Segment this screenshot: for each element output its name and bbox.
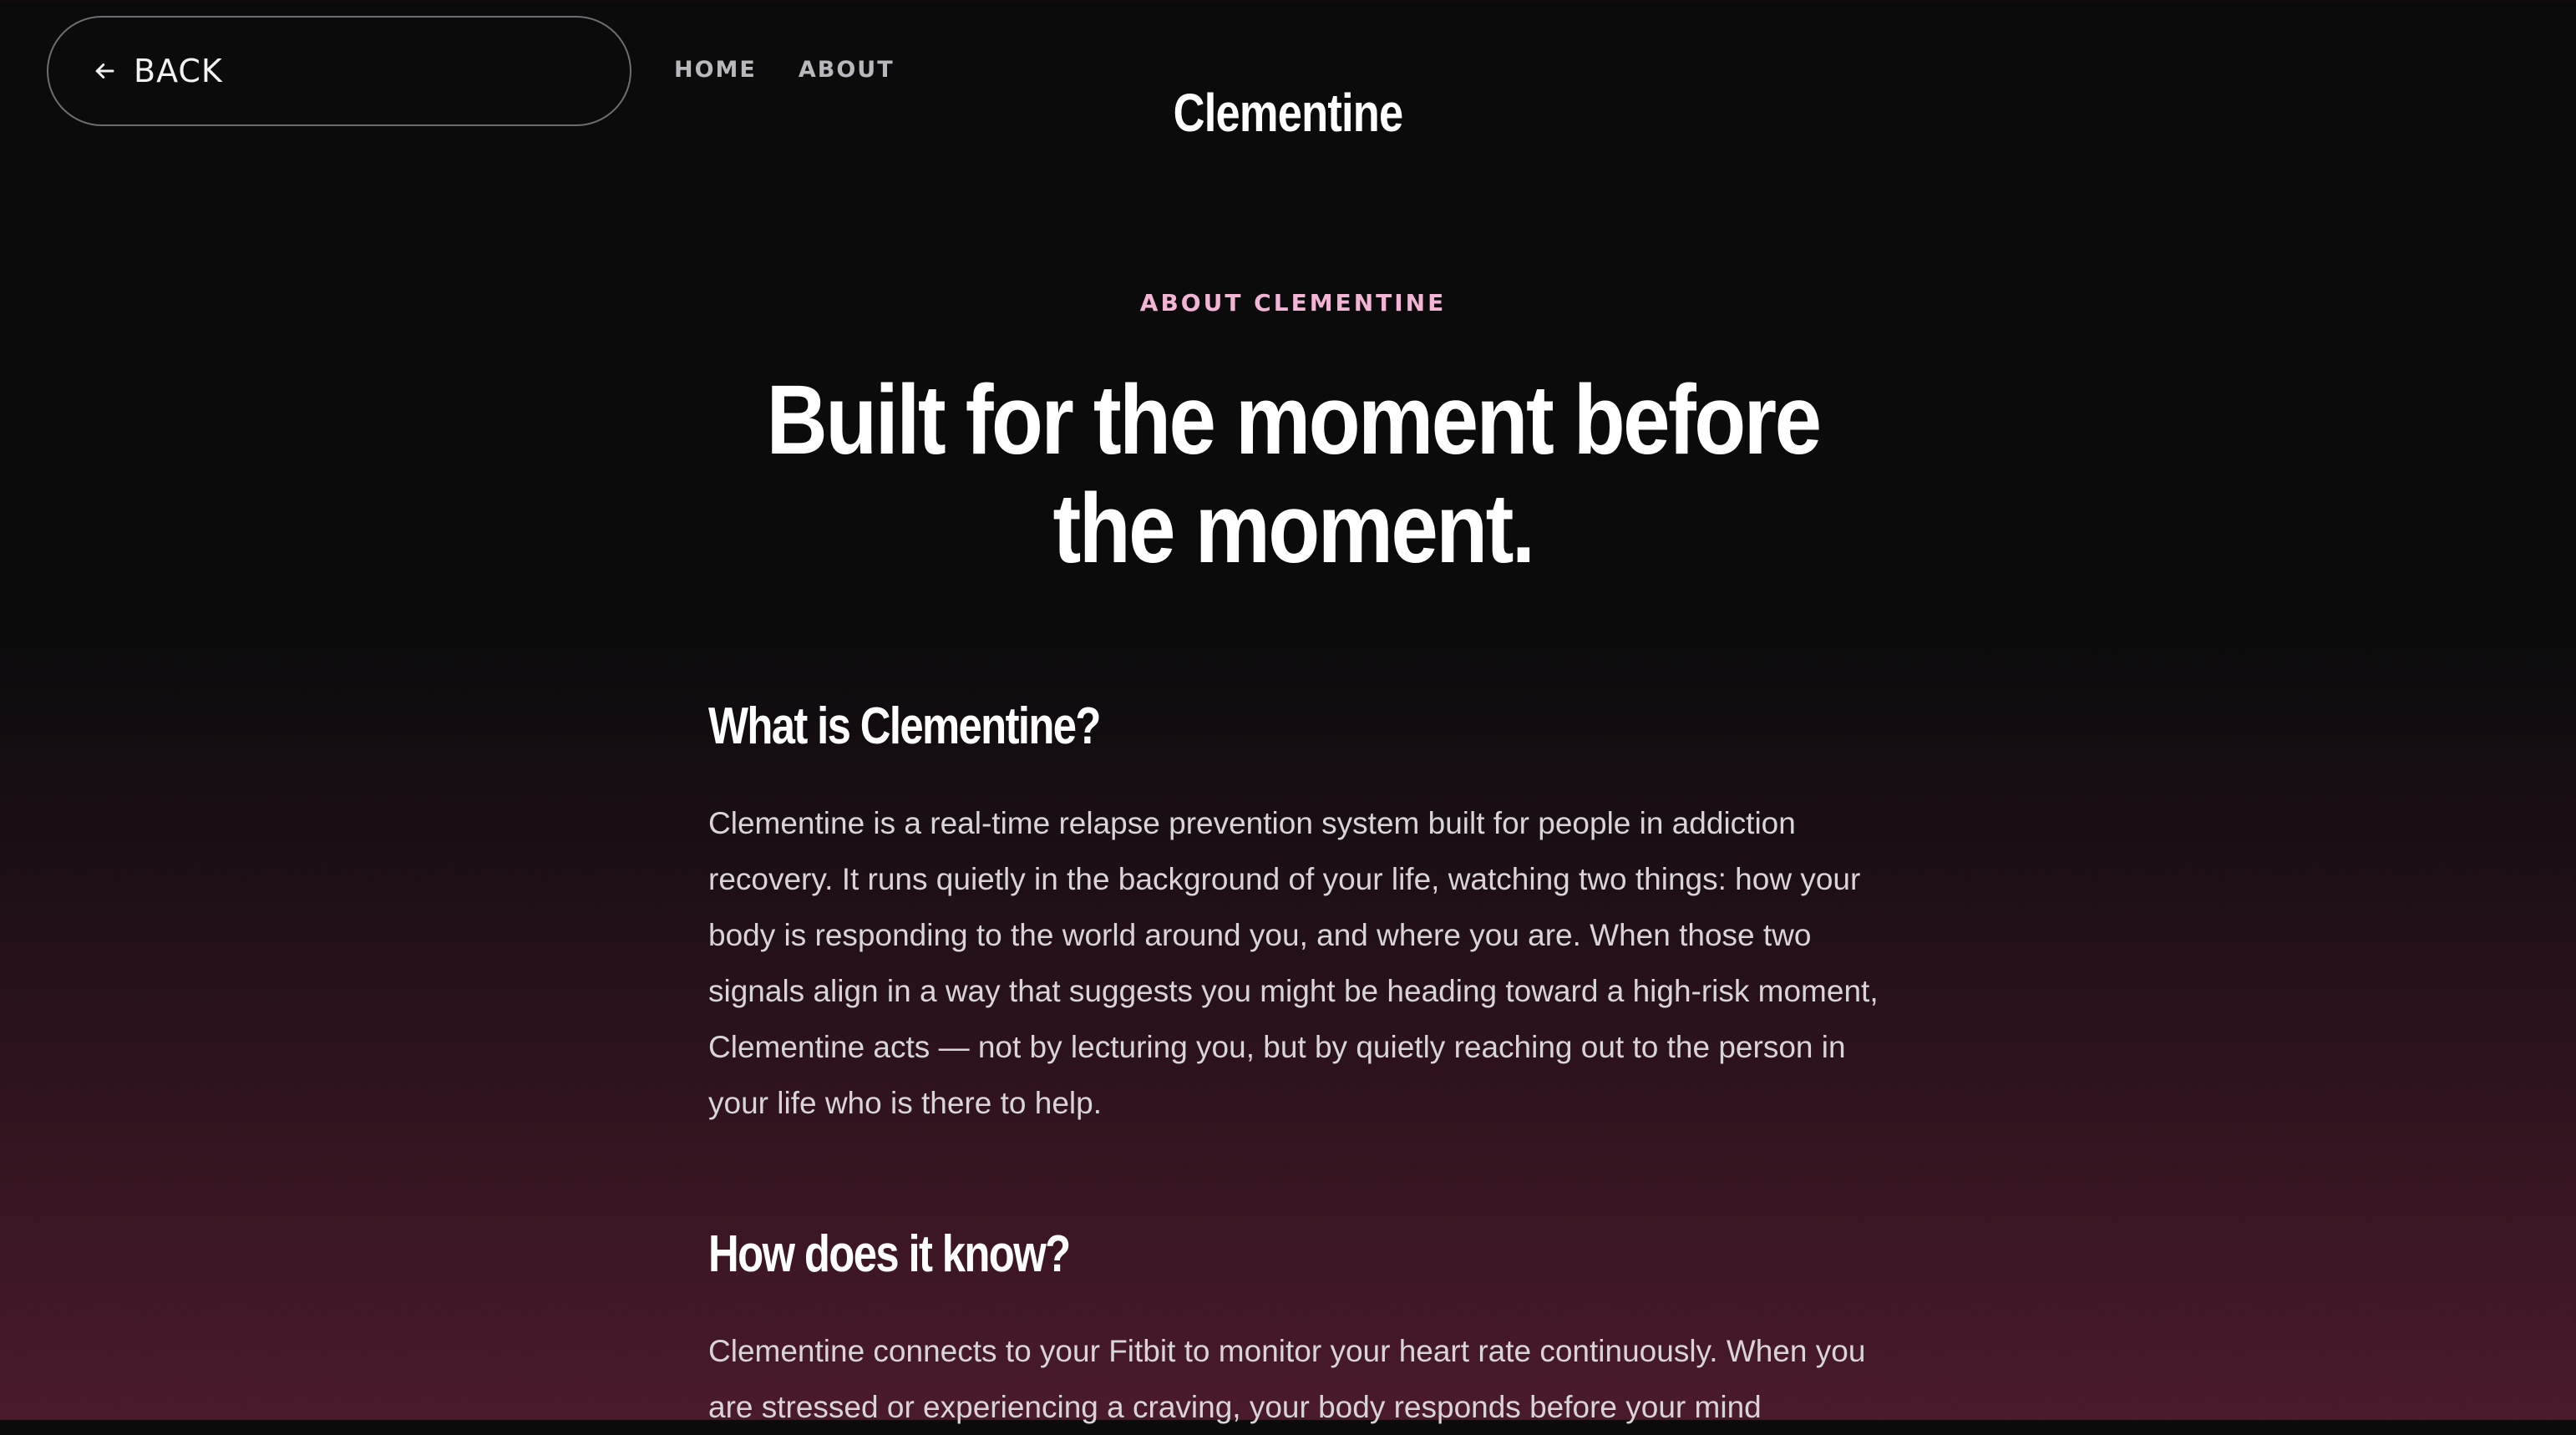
- hero-title: Built for the moment before the moment.: [766, 365, 1820, 584]
- arrow-left-icon: [92, 58, 117, 84]
- nav-home-link[interactable]: HOME: [674, 57, 757, 83]
- section-heading-what: What is Clementine?: [708, 697, 1100, 755]
- section-heading-how: How does it know?: [708, 1225, 1070, 1283]
- top-nav: [674, 57, 895, 83]
- back-button-label: BACK: [134, 53, 223, 89]
- page-eyebrow: ABOUT CLEMENTINE: [1139, 289, 1447, 317]
- section-body-what: Clementine is a real-time relapse prevention system built for people in addiction recovery. It runs quietly in the background of your life, watching two things: how your body is responding to the world around you, and where you are. When those two signals align in a way that suggests you might be heading toward a high-risk moment, Clementine acts — not by lecturing you, but by quietly reaching out to the person in your life who is there to help.: [708, 806, 1879, 1120]
- nav-about-link[interactable]: ABOUT: [798, 57, 895, 83]
- section-body-how: Clementine connects to your Fitbit to monitor your heart rate continuously. When you are stressed or experiencing a craving, your body responds before your mind: [708, 1334, 1866, 1424]
- brand-title: Clementine: [1173, 83, 1403, 143]
